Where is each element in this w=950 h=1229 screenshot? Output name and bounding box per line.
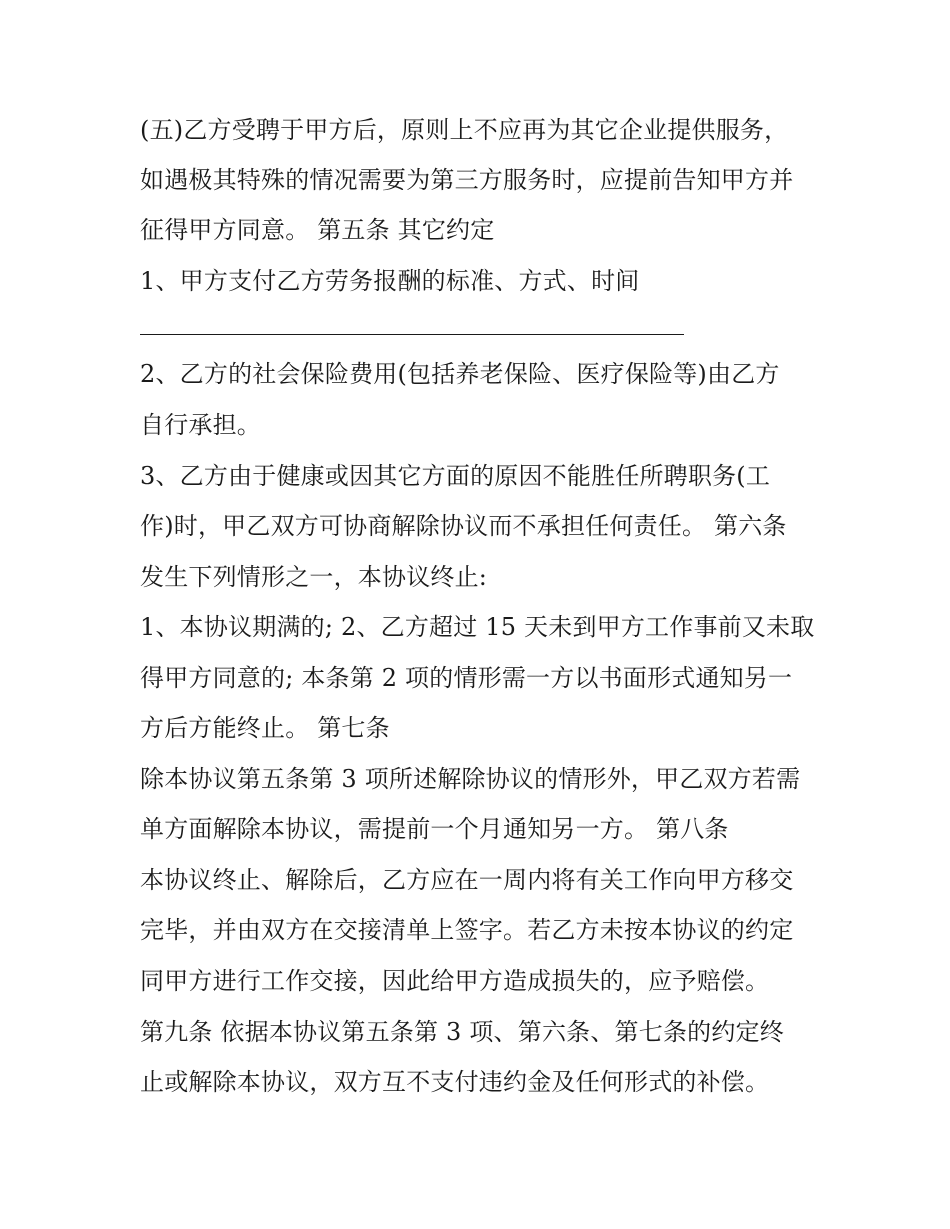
text-line: 作)时，甲乙双方可协商解除协议而不承担任何责任。 第六条 <box>140 512 787 540</box>
text-line: 2、乙方的社会保险费用(包括养老保险、医疗保险等)由乙方 <box>140 360 780 388</box>
text-line: 单方面解除本协议，需提前一个月通知另一方。 第八条 <box>140 815 729 843</box>
text-line: 本协议终止、解除后，乙方应在一周内将有关工作向甲方移交 <box>140 866 794 894</box>
text-line: 3、乙方由于健康或因其它方面的原因不能胜任所聘职务(工 <box>140 462 771 490</box>
text-line: 1、本协议期满的; 2、乙方超过 15 天未到甲方工作事前又未取 <box>140 613 815 641</box>
text-line: 得甲方同意的; 本条第 2 项的情形需一方以书面形式通知另一 <box>140 664 793 692</box>
text-line: 除本协议第五条第 3 项所述解除协议的情形外，甲乙双方若需 <box>140 765 801 793</box>
text-line: 同甲方进行工作交接，因此给甲方造成损失的，应予赔偿。 <box>140 967 770 995</box>
text-line: 如遇极其特殊的情况需要为第三方服务时，应提前告知甲方并 <box>140 166 794 194</box>
text-line: 1、甲方支付乙方劳务报酬的标准、方式、时间 <box>140 267 640 295</box>
text-line: 征得甲方同意。 第五条 其它约定 <box>140 216 495 244</box>
text-line: (五)乙方受聘于甲方后，原则上不应再为其它企业提供服务， <box>140 116 789 144</box>
text-line: 发生下列情形之一，本协议终止: <box>140 563 488 591</box>
text-line: 完毕，并由双方在交接清单上签字。若乙方未按本协议的约定 <box>140 916 794 944</box>
text-line: 止或解除本协议，双方互不支付违约金及任何形式的补偿。 <box>140 1068 770 1096</box>
text-line: 第九条 依据本协议第五条第 3 项、第六条、第七条的约定终 <box>140 1018 784 1046</box>
text-line: 方后方能终止。 第七条 <box>140 714 390 742</box>
fill-in-blank-line <box>140 334 684 335</box>
text-line: 自行承担。 <box>140 411 261 439</box>
